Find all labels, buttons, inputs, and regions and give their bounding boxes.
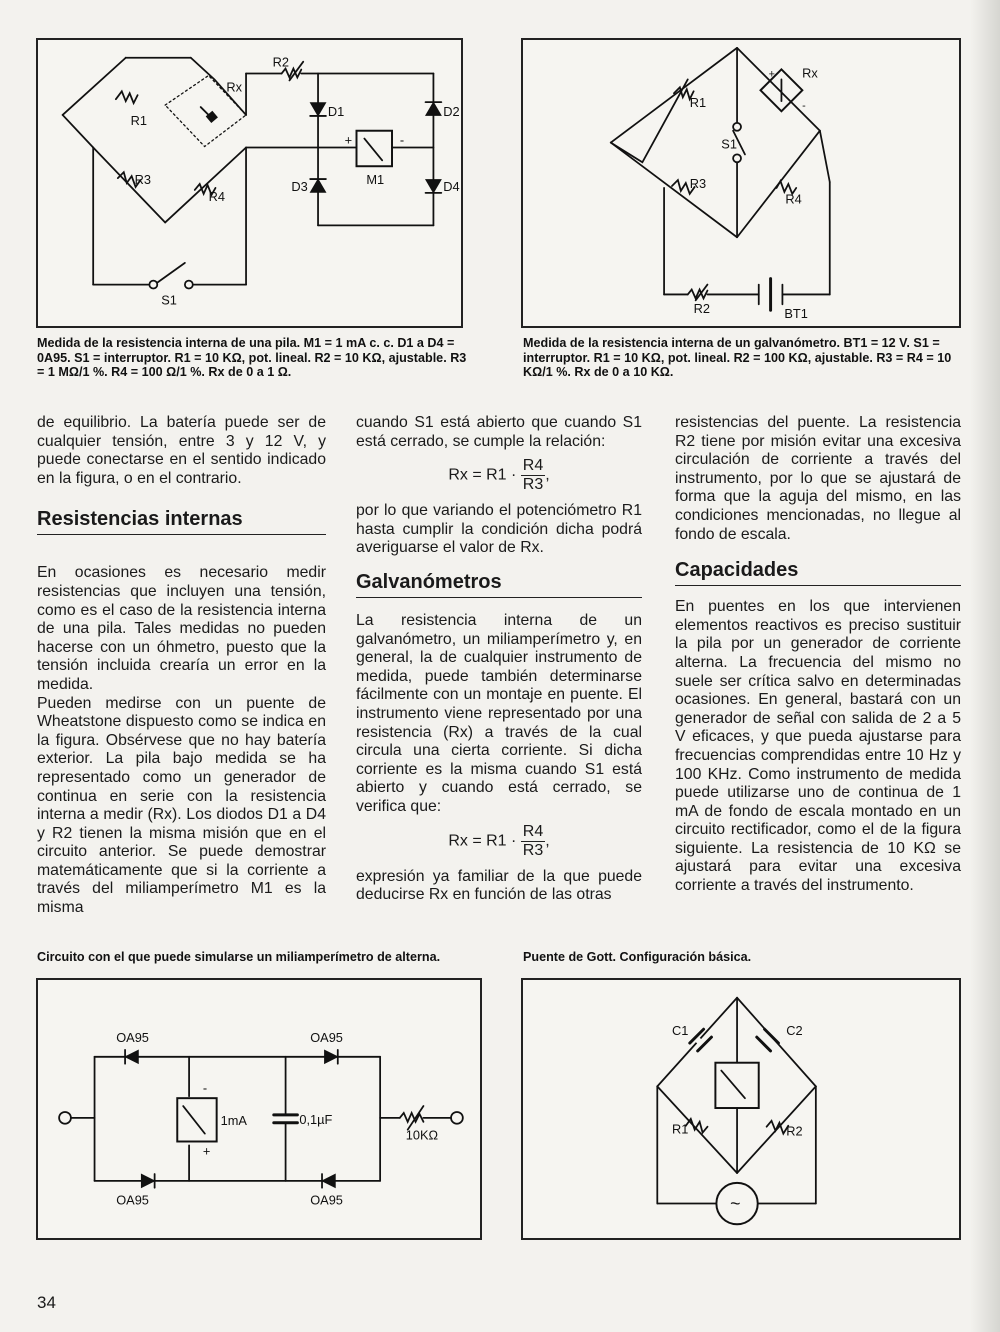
label-meter: 1mA	[220, 1112, 247, 1128]
paragraph-relacion: cuando S1 está abierto que cuando S1 está cerrado, se cumple la relación:	[356, 414, 642, 450]
paragraph-galvanometro: La resistencia interna de un galvanómetro, un miliamperímetro y, en general, la de cualquier instrumento de medida, puede también determinarse fácilmente con un montaje en puente. El instrumento viene representado por una resistencia (Rx) a través de la cual circula una cierta corriente. Si dicha corriente es la misma cuando S1 está abierto y cuando está cerrado, se verifica que:	[356, 611, 642, 815]
paragraph-equilibrio: de equilibrio. La batería puede ser de cualquier tensión, entre 3 y 12 V, y puede conectarse en el sentido indicado en la figura, o en el contrario.	[37, 414, 326, 487]
heading-capacidades: Capacidades	[675, 558, 961, 586]
label-plus: +	[344, 132, 353, 148]
label-r2: R2	[786, 1123, 803, 1139]
label-diode-top-left: OA95	[116, 1030, 149, 1046]
caption-figure-3: Circuito con el que puede simularse un miliamperímetro de alterna.	[37, 950, 441, 964]
text-column-2	[356, 414, 642, 905]
label-bt1: BT1	[784, 306, 808, 322]
heading-resistencias-internas: Resistencias internas	[37, 507, 326, 535]
figure-ac-milliammeter	[36, 978, 482, 1240]
label-r4: R4	[208, 188, 225, 204]
paragraph-puentes-reactivos: En puentes en los que intervienen elementos reactivos es preciso sustituir la pila por un generador de corriente alterna. La frecuencia del mismo no suele ser crítica salvo en determinadas ocasiones. En general, bastará con un generador de señal con salida de 2 a 5 V eficaces, y que pueda ajustarse para frecuencias comprendidas entre 10 Hz y 100 KHz. Como instrumento de medida puede utilizarse uno de continua de 1 mA de fondo de escala montado en un circuito rectificador, como el de la figura siguiente. La resistencia de 10 KΩ se ajustará para evitar una excesiva corriente a través del instrumento.	[675, 598, 961, 895]
figure-internal-resistance-battery	[36, 38, 463, 328]
label-rx-plus: +	[768, 68, 775, 81]
label-r3: R3	[134, 171, 151, 187]
figure-internal-resistance-galvanometer	[521, 38, 961, 328]
label-s1: S1	[161, 292, 177, 308]
circuit-diagram-4	[523, 980, 959, 1238]
label-r3: R3	[689, 175, 707, 191]
label-meter-minus: -	[202, 1080, 208, 1096]
label-r1: R1	[130, 112, 148, 128]
text-column-3	[675, 414, 961, 896]
label-d4: D4	[443, 178, 460, 194]
label-d3: D3	[291, 178, 308, 194]
label-r2: R2	[693, 301, 711, 317]
heading-galvanometros: Galvanómetros	[356, 570, 642, 598]
circuit-diagram-2	[523, 40, 959, 326]
label-r2: R2	[272, 54, 290, 70]
label-d2: D2	[443, 103, 460, 119]
caption-figure-2: Medida de la resistencia interna de un galvanómetro. BT1 = 12 V. S1 = interruptor. R1 = 10 KΩ, pot. lineal. R2 = 100 KΩ, ajustable. R3 = R4 = 10 KΩ/1 %. Rx de 0 a 10 KΩ.	[523, 336, 952, 379]
label-c2: C2	[786, 1023, 803, 1039]
label-diode-bottom-right: OA95	[310, 1192, 343, 1208]
paragraph-expresion: expresión ya familiar de la que puede deducirse Rx en función de las otras	[356, 867, 642, 904]
caption-figure-4: Puente de Gott. Configuración básica.	[523, 950, 752, 964]
label-minus: -	[399, 132, 405, 148]
formula-1: Rx = R1 · $\frac{R4}{R3}$ ,	[448, 457, 550, 494]
page-edge-shadow	[970, 0, 1000, 1332]
label-d1: D1	[327, 103, 345, 119]
figure-gott-bridge	[521, 978, 961, 1240]
label-r4: R4	[785, 191, 802, 207]
circuit-diagram-3	[38, 980, 480, 1238]
label-r1: R1	[672, 1121, 689, 1137]
formula-2: Rx = R1 · $\frac{R4}{R3}$ ,	[448, 822, 550, 859]
label-rx: Rx	[802, 65, 818, 81]
paragraph-resistencias-puente: resistencias del puente. La resistencia R2 tiene por misión evitar una excesiva circulación de corriente a través del instrumento, por lo que se ajustará de forma que la aguja del mismo, en las condiciones mencionadas, no llegue al fondo de escala.	[675, 414, 961, 543]
paragraph-wheatstone: Pueden medirse con un puente de Wheatstone dispuesto como se indica en la figura. Obsérvese que no hay batería exterior. La pila bajo medida se ha representado como un generador de continua en serie con la resistencia interna a medir (Rx). Los diodos D1 a D4 y R2 tienen la misma misión que en el circuito anterior. Se puede demostrar matemáticamente que si la corriente a través del miliamperímetro M1 es la misma	[37, 694, 326, 917]
label-r1: R1	[689, 95, 707, 111]
label-meter-plus: +	[202, 1143, 211, 1159]
caption-figure-1: Medida de la resistencia interna de una pila. M1 = 1 mA c. c. D1 a D4 = 0A95. S1 = interruptor. R1 = 10 KΩ, pot. lineal. R2 = 10 KΩ, ajustable. R3 = 1 MΩ/1 %. R4 = 100 Ω/1 %. Rx de 0 a 1 Ω.	[37, 336, 467, 379]
page-number: 34	[37, 1293, 56, 1312]
label-generator: ~	[730, 1193, 741, 1214]
label-rx: Rx	[226, 79, 242, 95]
circuit-diagram-1	[38, 40, 461, 326]
label-c1: C1	[672, 1023, 689, 1039]
text-column-1	[37, 414, 326, 918]
label-diode-top-right: OA95	[310, 1030, 343, 1046]
label-resistor: 10KΩ	[405, 1127, 439, 1143]
label-s1: S1	[721, 136, 737, 152]
paragraph-ocasiones: En ocasiones es necesario medir resistencias que incluyen una tensión, como es el caso de la resistencia interna de una pila. Tales medidas no pueden hacerse con un óhmetro, puesto que la tensión incluida crearía un error en la medida.	[37, 564, 326, 693]
label-rx-minus: -	[802, 100, 806, 113]
label-m1: M1	[366, 171, 385, 187]
paragraph-potenciometro: por lo que variando el potenciómetro R1 hasta cumplir la condición dicha podrá averiguarse el valor de Rx.	[356, 502, 642, 557]
label-capacitor: 0,1µF	[299, 1111, 333, 1127]
label-diode-bottom-left: OA95	[116, 1192, 149, 1208]
